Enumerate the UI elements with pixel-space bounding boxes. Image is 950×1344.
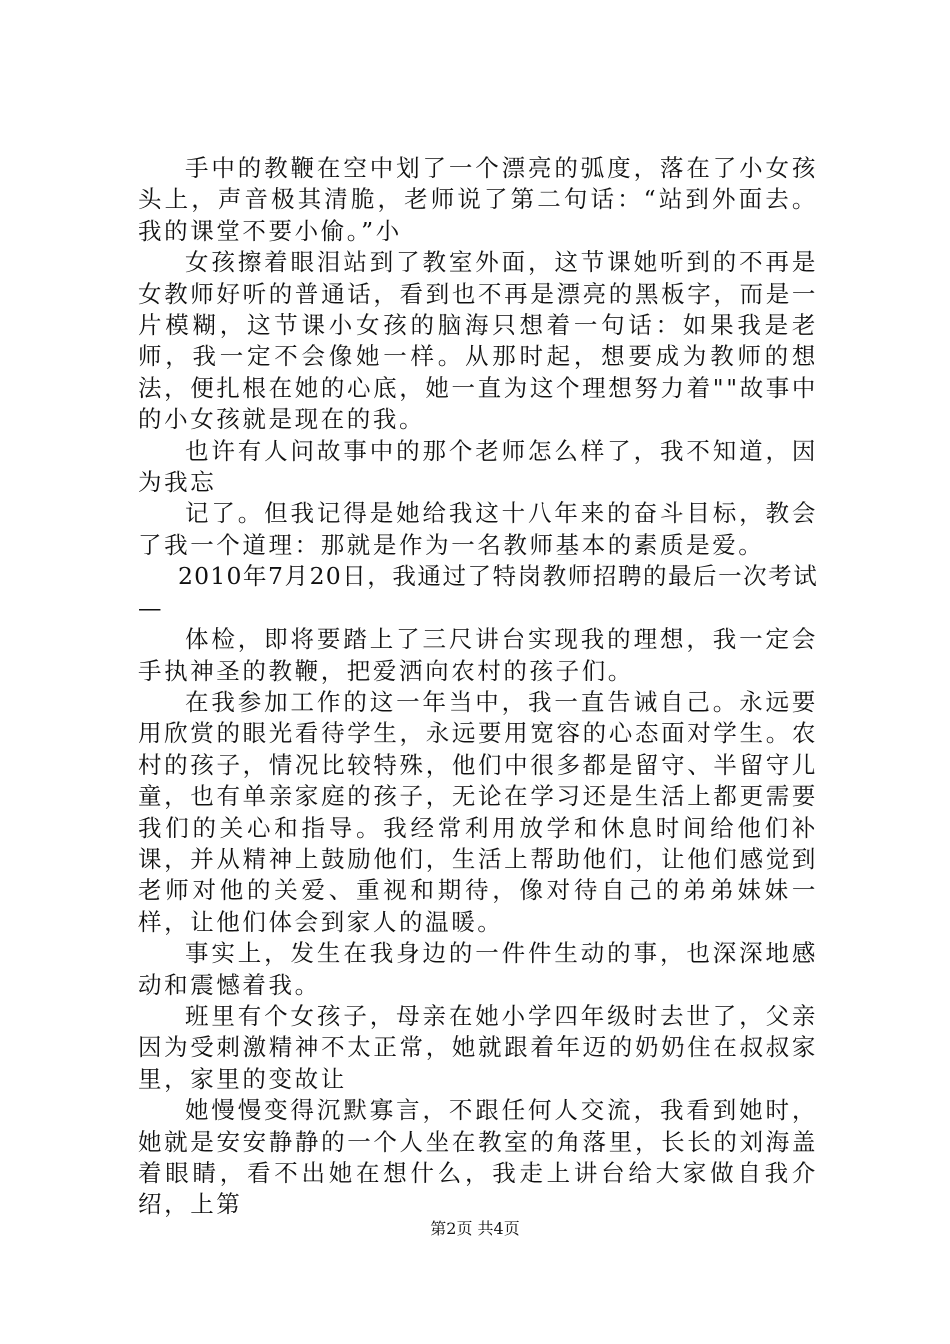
paragraph-3: 也许有人问故事中的那个老师怎么样了，我不知道，因为我忘 [138,436,818,497]
paragraph-8: 事实上，发生在我身边的一件件生动的事，也深深地感动和震憾着我。 [138,939,818,999]
page-number-footer: 第2页 共4页 [430,1219,520,1238]
paragraph-5: 2010年7月20日，我通过了特岗教师招聘的最后一次考试— [138,562,818,622]
paragraph-10: 她慢慢变得沉默寡言，不跟任何人交流，我看到她时，她就是安安静静的一个人坐在教室的角落里，长长的刘海盖着眼睛，看不出她在想什么，我走上讲台给大家做自我介绍，上第 [138,1096,818,1219]
paragraph-9: 班里有个女孩子，母亲在她小学四年级时去世了，父亲因为受刺激精神不太正常，她就跟着年迈的奶奶住在叔叔家里，家里的变故让 [138,1001,818,1093]
paragraph-2: 女孩擦着眼泪站到了教室外面，这节课她听到的不再是女教师好听的普通话，看到也不再是漂亮的黑板字，而是一片模糊，这节课小女孩的脑海只想着一句话：如果我是老师，我一定不会像她一样。从那时起，想要成为教师的想法，便扎根在她的心底，她一直为这个理想努力着""故事中的小女孩就是现在的我。 [138,248,818,434]
paragraph-4: 记了。但我记得是她给我这十八年来的奋斗目标，教会了我一个道理：那就是作为一名教师基本的素质是爱。 [138,499,818,559]
document-body [138,153,818,1221]
paragraph-7: 在我参加工作的这一年当中，我一直告诫自己。永远要用欣赏的眼光看待学生，永远要用宽容的心态面对学生。农村的孩子，情况比较特殊，他们中很多都是留守、半留守儿童，也有单亲家庭的孩子，无论在学习还是生活上都更需要我们的关心和指导。我经常利用放学和休息时间给他们补课，并从精神上鼓励他们，生活上帮助他们，让他们感觉到老师对他的关爱、重视和期待，像对待自己的弟弟妹妹一样，让他们体会到家人的温暖。 [138,687,818,936]
paragraph-1: 手中的教鞭在空中划了一个漂亮的弧度，落在了小女孩头上，声音极其清脆，老师说了第二句话：“站到外面去。我的课堂不要小偷。”小 [138,154,818,245]
paragraph-6: 体检，即将要踏上了三尺讲台实现我的理想，我一定会手执神圣的教鞭，把爱洒向农村的孩子们。 [138,625,818,685]
